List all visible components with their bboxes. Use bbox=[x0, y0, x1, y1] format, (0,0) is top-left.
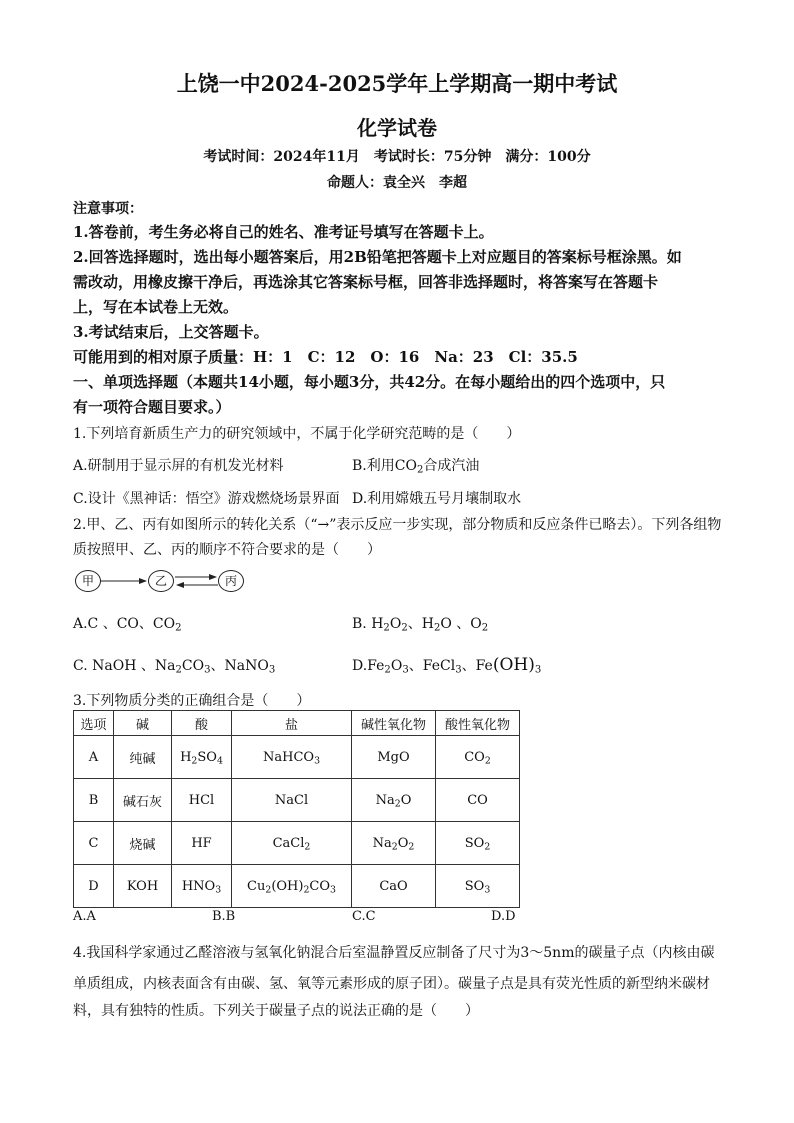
cell-option: D bbox=[74, 865, 114, 908]
notes-heading: 注意事项： bbox=[73, 201, 143, 217]
question-4-line: 单质组成，内核表面含有由碳、氢、氧等元素形成的原子团）。碳量子点是具有荧光性质的新型纳米碳材 bbox=[73, 976, 710, 992]
q1-option-d: D.利用嫦娥五号月壤制取水 bbox=[352, 491, 522, 507]
cell-acid: $HNO_3$ bbox=[172, 865, 232, 908]
q3-option-b: B.B bbox=[212, 909, 236, 924]
cell-acid: HCl bbox=[172, 779, 232, 822]
cell-salt: $Cu_2(OH)_2CO_3$ bbox=[232, 865, 352, 908]
question-1-stem: 1.下列培育新质生产力的研究领域中，不属于化学研究范畴的是（ ） bbox=[73, 426, 521, 442]
cell-base: KOH bbox=[114, 865, 172, 908]
q3-option-c: C.C bbox=[352, 909, 376, 924]
question-3-stem: 3.下列物质分类的正确组合是（ ） bbox=[73, 693, 311, 709]
node-jia: 甲 bbox=[75, 570, 101, 592]
cell-basic-oxide: $Na_2O$ bbox=[352, 779, 436, 822]
cell-salt: CaCl$_2$ bbox=[232, 822, 352, 865]
question-2-stem: 2.甲、乙、丙有如图所示的转化关系（“→”表示反应一步实现，部分物质和反应条件已略去）。下列各组物 bbox=[73, 517, 722, 533]
subject-title: 化学试卷 bbox=[357, 116, 437, 140]
column-header: 盐 bbox=[232, 711, 352, 736]
q2-option-a: A.C 、CO、$CO_2$ bbox=[73, 616, 182, 634]
section-heading-cont: 有一项符合题目要求。） bbox=[73, 398, 231, 416]
node-bing: 丙 bbox=[218, 570, 244, 592]
section-heading: 一、单项选择题（本题共14小题，每小题3分，共42分。在每小题给出的四个选项中，只 bbox=[73, 373, 666, 391]
table-header-row bbox=[74, 711, 520, 736]
node-yi: 乙 bbox=[148, 570, 174, 592]
cell-basic-oxide: MgO bbox=[352, 736, 436, 779]
q1-option-c: C.设计《黑神话：悟空》游戏燃烧场景界面 bbox=[73, 491, 340, 507]
cell-base: 碱石灰 bbox=[114, 779, 172, 822]
table-row bbox=[74, 822, 520, 865]
cell-salt: NaHCO$_3$ bbox=[232, 736, 352, 779]
table-row bbox=[74, 736, 520, 779]
column-header: 酸 bbox=[172, 711, 232, 736]
question-4-line: 料，具有独特的性质。下列关于碳量子点的说法正确的是（ ） bbox=[73, 1003, 479, 1019]
cell-basic-oxide: CaO bbox=[352, 865, 436, 908]
cell-basic-oxide: $Na_2O_2$ bbox=[352, 822, 436, 865]
column-header: 酸性氧化物 bbox=[436, 711, 520, 736]
q2-option-b: B. $H_2O_2$、$H_2O$ 、$O_2$ bbox=[352, 616, 489, 634]
cell-option: A bbox=[74, 736, 114, 779]
q1-option-a: A.研制用于显示屏的有机发光材料 bbox=[73, 458, 284, 474]
cell-acidic-oxide: $SO_2$ bbox=[436, 822, 520, 865]
cell-acid: HF bbox=[172, 822, 232, 865]
q2-option-c: C. NaOH 、$Na_2CO_3$、NaNO$_3$ bbox=[73, 658, 276, 676]
table-row bbox=[74, 865, 520, 908]
note-line: 3.考试结束后，上交答题卡。 bbox=[73, 323, 269, 341]
exam-authors: 命题人：袁全兴 李超 bbox=[327, 175, 467, 191]
q1-option-b: B.利用$CO_2$合成汽油 bbox=[352, 458, 480, 476]
atomic-masses: 可能用到的相对原子质量：H：1 C：12 O：16 Na：23 Cl：35.5 bbox=[73, 348, 578, 366]
exam-title: 上饶一中2024-2025学年上学期高一期中考试 bbox=[176, 71, 618, 96]
q2-option-d: $D.Fe_2O_3$、FeCl$_3$、$Fe(OH)_3$ bbox=[352, 655, 542, 676]
cell-acidic-oxide: CO bbox=[436, 779, 520, 822]
q3-option-a: A.A bbox=[73, 909, 96, 924]
cell-salt: NaCl bbox=[232, 779, 352, 822]
q3-option-d: D.D bbox=[491, 909, 516, 924]
table-row bbox=[74, 779, 520, 822]
note-line: 2.回答选择题时，选出每小题答案后，用2B铅笔把答题卡上对应题目的答案标号框涂黑。如 bbox=[73, 248, 682, 266]
cell-base: 纯碱 bbox=[114, 736, 172, 779]
column-header: 碱 bbox=[114, 711, 172, 736]
note-line: 需改动，用橡皮擦干净后，再选涂其它答案标号框，回答非选择题时，将答案写在答题卡 bbox=[73, 273, 659, 291]
note-line: 上，写在本试卷上无效。 bbox=[73, 298, 239, 316]
question-2-stem-cont: 质按照甲、乙、丙的顺序不符合要求的是（ ） bbox=[73, 542, 381, 558]
cell-acid: $H_2SO_4$ bbox=[172, 736, 232, 779]
cell-acidic-oxide: $SO_3$ bbox=[436, 865, 520, 908]
note-line: 1.答卷前，考生务必将自己的姓名、准考证号填写在答题卡上。 bbox=[73, 223, 494, 241]
column-header: 选项 bbox=[74, 711, 114, 736]
column-header: 碱性氧化物 bbox=[352, 711, 436, 736]
cell-base: 烧碱 bbox=[114, 822, 172, 865]
cell-acidic-oxide: $CO_2$ bbox=[436, 736, 520, 779]
classification-table bbox=[73, 710, 520, 908]
exam-info: 考试时间：2024年11月 考试时长：75分钟 满分：100分 bbox=[203, 149, 591, 165]
cell-option: B bbox=[74, 779, 114, 822]
question-4-line: 4.我国科学家通过乙醛溶液与氢氧化钠混合后室温静置反应制备了尺寸为3～5nm的碳量子点（内核由碳 bbox=[73, 945, 715, 961]
cell-option: C bbox=[74, 822, 114, 865]
